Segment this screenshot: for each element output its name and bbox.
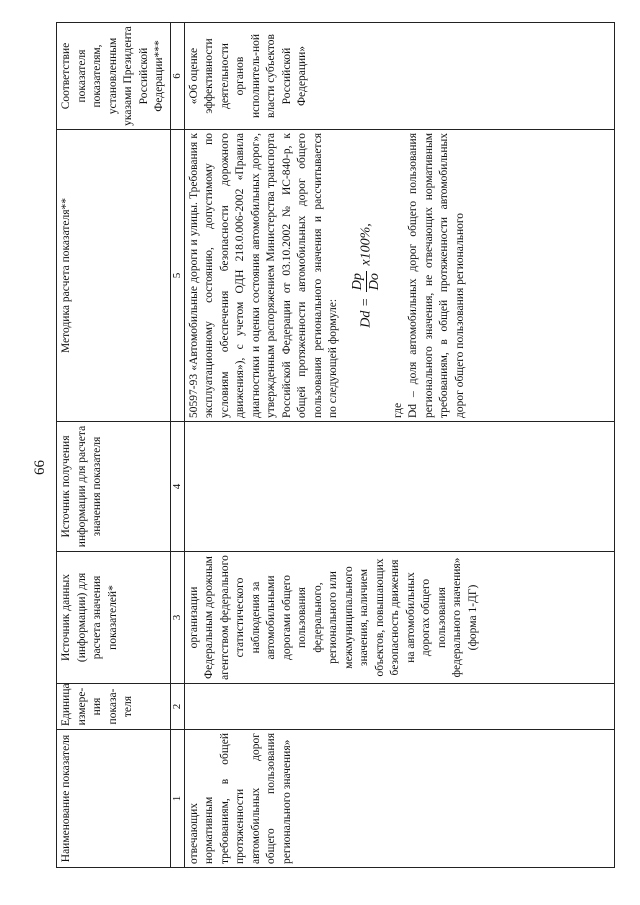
rotated-page [22,23,617,883]
header-unit: Единица измере-ния показа-теля [57,684,171,730]
where-label: где [391,402,404,418]
column-number: 1 [170,730,184,868]
formula-numerator: Dp [349,273,365,291]
header-row [57,23,171,868]
column-number: 4 [170,422,184,552]
indicator-table [56,22,615,868]
header-compliance: Соответствие показателя показателям, установленным указами Президента Российской Федерации*** [57,23,171,130]
column-number: 3 [170,552,184,684]
method-text-before: 50597-93 «Автомобильные дороги и улицы. Требования к эксплуатационному состоянию, допустимому по условиям обеспечения безопасности дорожного движения»), с учетом ОДН 218.0.006-2002 «Правила диагностики и оценки состояния автомобильных дорог», утвержденным распоряжением Министерства транспорта Российской Федерации от 03.10.2002 № ИС-840-р, к общей протяженности автомобильных дорог общего пользования регионального значения и рассчитывается по следующей формуле: [187,133,339,418]
column-number-row [170,23,184,868]
unit-cell [184,684,614,730]
formula-lhs: Dd = [358,297,374,328]
formula-suffix: x100%, [358,223,374,266]
header-info-source: Источник получения информации для расчета значения показателя [57,422,171,552]
table-row [184,23,614,868]
column-number: 2 [170,684,184,730]
indicator-name-cell: отвечающих нормативным требованиям, в общей протяженности автомобильных дорог общего пользования регионального значения» [184,730,614,868]
header-indicator-name: Наименование показателя [57,730,171,868]
formula [350,133,383,418]
header-data-source: Источник данных (информации) для расчета значения показателей* [57,552,171,684]
formula-fraction [350,271,383,292]
method-cell [184,130,614,422]
info-source-cell [184,422,614,552]
header-method: Методика расчета показателя** [57,130,171,422]
method-text-after: Dd – доля автомобильных дорог общего пользования регионального значения, не отвечающих нормативным требованиям, в общей протяженности автомобильных дорог общего пользования регионального [407,133,466,418]
column-number: 6 [170,23,184,130]
compliance-cell: «Об оценке эффективности деятельности органов исполнитель-ной власти субъектов Российской Федерации» [184,23,614,130]
page-number: 66 [32,460,48,475]
column-number: 5 [170,130,184,422]
formula-denominator: Do [366,273,382,291]
data-source-cell: организации Федеральным дорожным агентством федерального статистического наблюдения за автомобильными дорогами общего пользования федерального, регионального или межмуниципального значения, наличием объектов, повышающих безопасность движения на автомобильных дорогах общего пользования федерального значения» (форма 1-ДГ) [184,552,614,684]
